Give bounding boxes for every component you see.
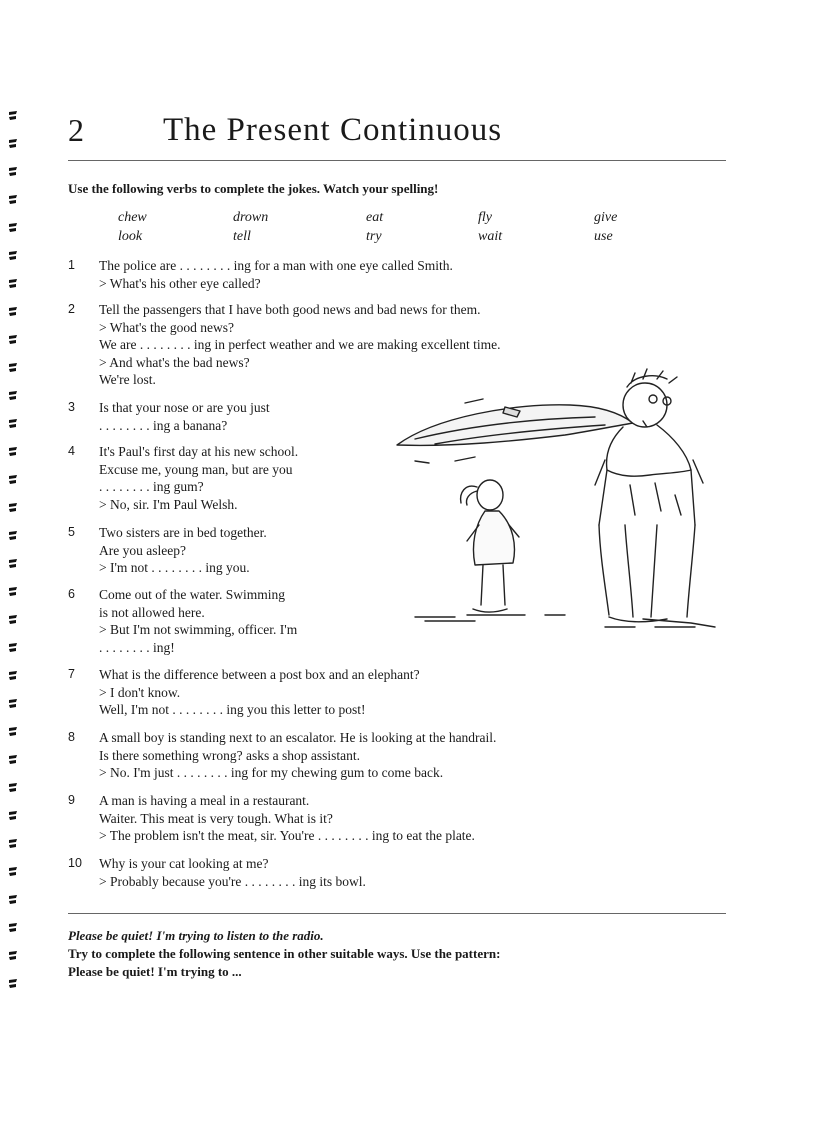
binding-ring-icon bbox=[8, 110, 18, 122]
joke-line: Are you asleep? bbox=[99, 542, 186, 558]
joke-line: Is that your nose or are you just bbox=[99, 400, 270, 415]
joke-line: . . . . . . . . ing a banana? bbox=[99, 417, 228, 433]
joke-number: 8 bbox=[68, 730, 75, 744]
joke-line: We're lost. bbox=[99, 372, 156, 388]
joke-line: Two sisters are in bed together. bbox=[99, 525, 267, 540]
binding-ring-icon bbox=[8, 838, 18, 850]
chapter-number: 2 bbox=[68, 112, 84, 148]
verb: use bbox=[594, 229, 613, 244]
chapter-title: The Present Continuous bbox=[163, 112, 503, 148]
binding-ring-icon bbox=[8, 894, 18, 906]
binding-ring-icon bbox=[8, 642, 18, 654]
binding-ring-icon bbox=[8, 194, 18, 206]
joke-line: > And what's the bad news? bbox=[99, 354, 250, 370]
binding-ring-icon bbox=[8, 558, 18, 570]
joke-line: > Probably because you're . . . . . . . . ing its bowl. bbox=[99, 873, 366, 889]
joke-line: Is there something wrong? asks a shop assistant. bbox=[99, 747, 360, 763]
binding-ring-icon bbox=[8, 278, 18, 290]
joke-line: is not allowed here. bbox=[99, 604, 205, 620]
joke-line: . . . . . . . . ing gum? bbox=[99, 479, 204, 495]
binding-ring-icon bbox=[8, 754, 18, 766]
joke-line: Come out of the water. Swimming bbox=[99, 587, 285, 602]
chapter-heading bbox=[68, 112, 728, 156]
cartoon-illustration bbox=[395, 365, 720, 640]
binding-ring-icon bbox=[8, 866, 18, 878]
verb: wait bbox=[478, 229, 503, 244]
joke-number: 5 bbox=[68, 525, 75, 539]
binding-ring-icon bbox=[8, 810, 18, 822]
top-divider bbox=[68, 160, 726, 161]
binding-ring-icon bbox=[8, 222, 18, 234]
joke-line: > The problem isn't the meat, sir. You're . . . . . . . . ing to eat the plate. bbox=[99, 828, 475, 844]
joke-number: 1 bbox=[68, 258, 75, 272]
joke-line: > No. I'm just . . . . . . . . ing for my chewing gum to come back. bbox=[99, 765, 444, 781]
binding-ring-icon bbox=[8, 978, 18, 990]
joke-line: > But I'm not swimming, officer. I'm bbox=[99, 622, 298, 638]
binding-ring-icon bbox=[8, 306, 18, 318]
binding-ring-icon bbox=[8, 418, 18, 430]
binding-ring-icon bbox=[8, 474, 18, 486]
instruction: Use the following verbs to complete the jokes. Watch your spelling! bbox=[68, 181, 439, 196]
binding-ring-icon bbox=[8, 670, 18, 682]
verb: give bbox=[594, 210, 618, 225]
binding-ring-icon bbox=[8, 614, 18, 626]
joke-number: 7 bbox=[68, 667, 75, 681]
verb: look bbox=[118, 229, 143, 244]
joke-line: We are . . . . . . . . ing in perfect weather and we are making excellent time. bbox=[99, 337, 501, 353]
verb: chew bbox=[118, 210, 147, 225]
bottom-divider bbox=[68, 913, 726, 914]
joke-number: 9 bbox=[68, 793, 75, 807]
binding-ring-icon bbox=[8, 138, 18, 150]
joke-line: Tell the passengers that I have both good news and bad news for them. bbox=[99, 302, 481, 317]
extension-task bbox=[68, 927, 500, 981]
joke-line: It's Paul's first day at his new school. bbox=[99, 444, 299, 459]
joke-line: > What's the good news? bbox=[99, 319, 235, 335]
binding-ring-icon bbox=[8, 726, 18, 738]
joke-line: Excuse me, young man, but are you bbox=[99, 461, 293, 477]
task-instruction: Try to complete the following sentence in other suitable ways. Use the pattern: bbox=[68, 946, 501, 961]
binding-ring-icon bbox=[8, 390, 18, 402]
spiral-binding bbox=[8, 110, 26, 1010]
binding-ring-icon bbox=[8, 502, 18, 514]
joke-line: A man is having a meal in a restaurant. bbox=[99, 793, 310, 808]
joke-line: A small boy is standing next to an escalator. He is looking at the handrail. bbox=[99, 730, 497, 745]
verb: drown bbox=[233, 210, 269, 225]
binding-ring-icon bbox=[8, 698, 18, 710]
joke-line: Well, I'm not . . . . . . . . ing you this letter to post! bbox=[99, 702, 366, 718]
binding-ring-icon bbox=[8, 586, 18, 598]
task-pattern: Please be quiet! I'm trying to ... bbox=[68, 964, 242, 979]
joke-line: Why is your cat looking at me? bbox=[99, 856, 269, 871]
binding-ring-icon bbox=[8, 166, 18, 178]
joke-number: 4 bbox=[68, 444, 75, 458]
joke-line: What is the difference between a post box and an elephant? bbox=[99, 667, 420, 682]
binding-ring-icon bbox=[8, 334, 18, 346]
binding-ring-icon bbox=[8, 950, 18, 962]
verb: tell bbox=[233, 229, 251, 244]
joke-number: 6 bbox=[68, 587, 75, 601]
binding-ring-icon bbox=[8, 362, 18, 374]
binding-ring-icon bbox=[8, 530, 18, 542]
example-sentence: Please be quiet! I'm trying to listen to the radio. bbox=[68, 928, 324, 943]
binding-ring-icon bbox=[8, 250, 18, 262]
joke-number: 2 bbox=[68, 302, 75, 316]
joke-number: 10 bbox=[68, 856, 82, 870]
binding-ring-icon bbox=[8, 782, 18, 794]
joke-line: . . . . . . . . ing! bbox=[99, 639, 175, 655]
joke-number: 3 bbox=[68, 400, 75, 414]
verb: fly bbox=[478, 210, 492, 225]
joke-line: > I don't know. bbox=[99, 684, 181, 700]
binding-ring-icon bbox=[8, 922, 18, 934]
binding-ring-icon bbox=[8, 446, 18, 458]
verb: try bbox=[366, 229, 382, 244]
verb: eat bbox=[366, 210, 384, 225]
joke-line: The police are . . . . . . . . ing for a man with one eye called Smith. bbox=[99, 258, 453, 273]
joke-line: Waiter. This meat is very tough. What is it? bbox=[99, 810, 333, 826]
joke-line: > No, sir. I'm Paul Welsh. bbox=[99, 496, 238, 512]
joke-line: > I'm not . . . . . . . . ing you. bbox=[99, 560, 250, 576]
joke-line: > What's his other eye called? bbox=[99, 275, 261, 291]
